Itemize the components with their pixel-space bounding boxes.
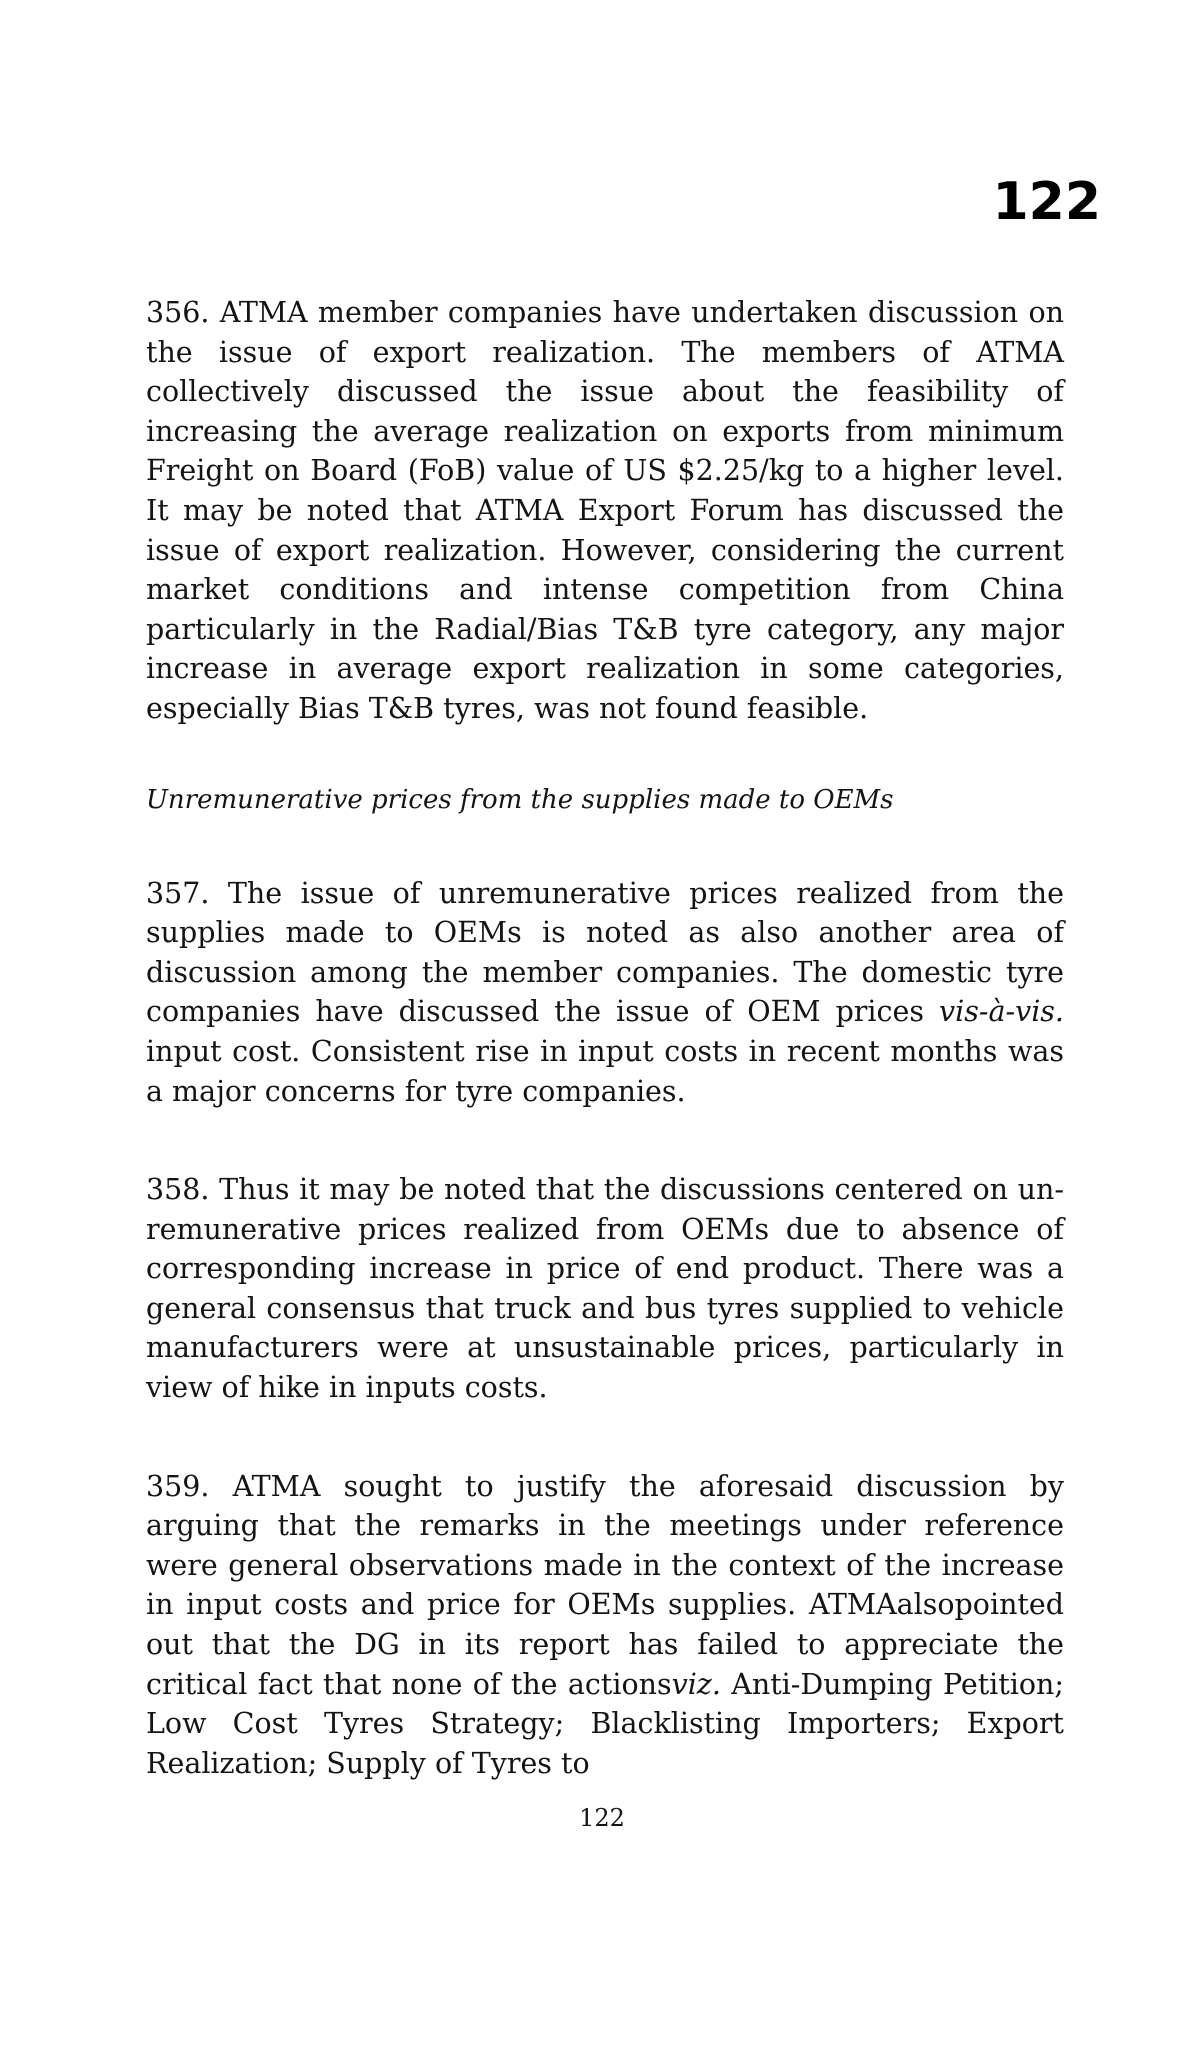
paragraph-357-text-end: input cost. Consistent rise in input costs in recent months was a major concerns for tyre companies.: [146, 1034, 1064, 1108]
paragraph-357-text-start: 357. The issue of unremunerative prices realized from the supplies made to OEMs is noted as also another area of discussion among the member companies. The domestic tyre companies have discussed the issue of OEM prices: [146, 876, 1064, 1029]
paragraph-357: [146, 874, 1064, 1112]
paragraph-359-text-end: Anti-Dumping Petition; Low Cost Tyres Strategy; Blacklisting Importers; Export Realization; Supply of Tyres to: [146, 1667, 1064, 1780]
header-page-number: 122: [992, 172, 1101, 232]
paragraph-358: 358. Thus it may be noted that the discussions centered on un-remunerative prices realized from OEMs due to absence of corresponding increase in price of end product. There was a general consensus that truck and bus tyres supplied to vehicle manufacturers were at unsustainable prices, particularly in view of hike in inputs costs.: [146, 1173, 1064, 1405]
footer-page-number: 122: [579, 1804, 625, 1832]
section-heading-oem-prices: Unremunerative prices from the supplies made to OEMs: [146, 784, 894, 815]
paragraph-356: 356. ATMA member companies have undertaken discussion on the issue of export realization. The members of ATMA collectively discussed the issue about the feasibility of increasing the average realization on exports from minimum Freight on Board (FoB) value of US $2.25/kg to a higher level. It may be noted that ATMA Export Forum has discussed the issue of export realization. However, considering the current market conditions and intense competition from China particularly in the Radial/Bias T&B tyre category, any major increase in average export realization in some categories, especially Bias T&B tyres, was not found feasible.: [146, 296, 1064, 725]
paragraph-359-text-start: 359. ATMA sought to justify the aforesaid discussion by arguing that the remarks in the meetings under reference were general observations made in the context of the increase in input costs and price for OEMs supplies. ATMAalsopointed out that the DG in its report has failed to appreciate the critical fact that none of the actions: [146, 1469, 1064, 1701]
paragraph-359: [146, 1467, 1064, 1784]
paragraph-359-italic: viz.: [671, 1667, 721, 1701]
paragraph-357-italic: vis-à-vis.: [939, 995, 1064, 1029]
body-text: [146, 293, 1064, 1783]
